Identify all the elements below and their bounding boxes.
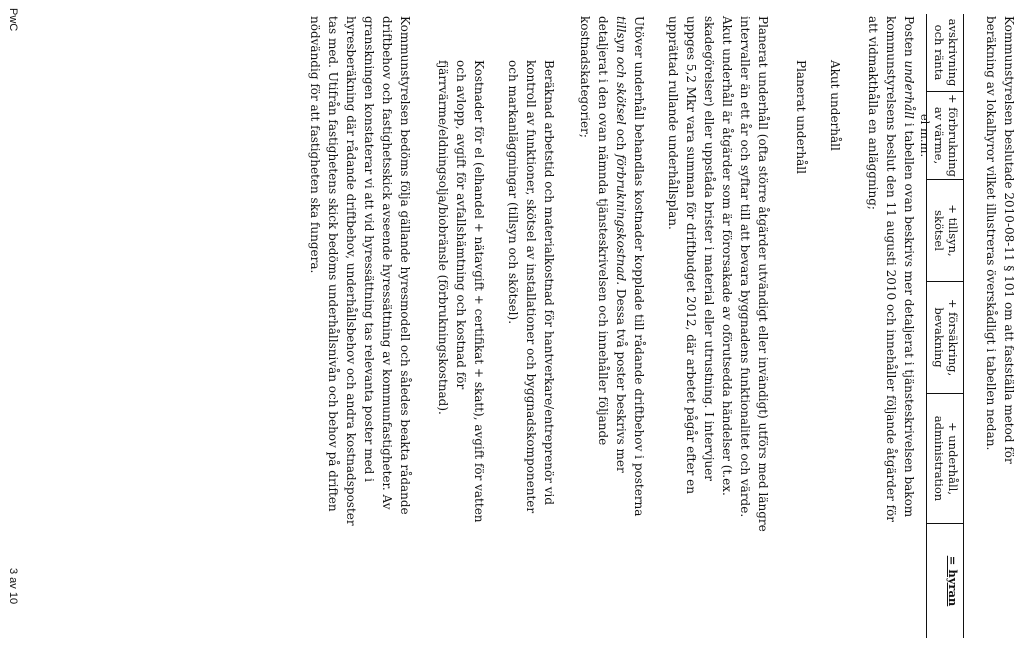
para3-line-3: detaljerat i den ovan nämnda tjänsteskrivelsen och innehåller följande bbox=[596, 16, 610, 446]
table-col-4: + försäkring, bevakning bbox=[927, 282, 963, 394]
para3-line-4: kostnadskategorier; bbox=[578, 16, 592, 138]
intro-line-2: beräkning av lokalhyror vilket illustreras överskådligt i tabellen nedan. bbox=[984, 16, 998, 451]
list-item-akut: Akut underhåll bbox=[828, 60, 842, 151]
para2-line: Akut underhåll är åtgärder som är förorsakade av oförutsedda händelser (t.ex. bbox=[720, 16, 734, 496]
para4-line: tas med. Utifrån fastighetens skick bedöms underhållsnivån och behov på driften bbox=[326, 16, 340, 512]
table-col-2: + förbrukning av värme, el m.m. bbox=[927, 92, 963, 180]
para4-line: nödvändig för att fastigheten ska fungera. bbox=[308, 16, 322, 274]
para1-line-2: kommunstyrelsens beslut den 11 augusti 2010 och innehåller följande åtgärder för bbox=[884, 16, 898, 523]
para4-line: hyresberäkning där rådande driftbehov, underhållsbehov och andra kostnadsposter bbox=[344, 16, 358, 526]
list2-item-1-line: Beräknad arbetstid och materialkostnad för hantverkare/entreprenör vid bbox=[542, 60, 556, 506]
intro-line-1: Kommunstyrelsen beslutade 2010-08-11 § 101 om att fastställa metod för bbox=[1002, 16, 1016, 464]
footer-brand: PwC bbox=[7, 8, 19, 32]
para3-line-1: Utöver underhåll behandlas kostnader kopplade till rådande driftbehov i posterna bbox=[632, 16, 646, 517]
para2-line: upprättad rullande underhållsplan. bbox=[666, 16, 680, 230]
page-number: 3 av 10 bbox=[7, 568, 19, 605]
para2-line: uppges 5,2 Mkr vara summan för driftbudget 2012, där arbetet pågår efter en bbox=[684, 16, 698, 494]
list2-item-1-line: kontroll av funktioner, skötsel av installationer och byggnadskomponenter bbox=[524, 60, 538, 514]
para2-line: intervaller än ett år och syftar till att bevara byggnadens funktionalitet och värde. bbox=[738, 16, 752, 518]
list2-item-2-line: fjärrvärme/eldningsolja/biobränsle (förbrukningskostnad). bbox=[436, 60, 450, 415]
table-col-5: + underhåll, administration bbox=[927, 394, 963, 524]
list-item-planerat: Planerat underhåll bbox=[794, 60, 808, 174]
list2-item-2-line: Kostnader för el (elhandel + nätavgift + certifikat + skatt), avgift för vatten bbox=[472, 60, 486, 523]
list2-item-2-line: och avlopp, avgift för avfallshämtning och kostnad för bbox=[454, 60, 468, 390]
table-col-1: avskrivning och ränta bbox=[927, 14, 963, 92]
para2-line: skadegörelser) eller uppståda brister i material eller utrustning. I intervjuer bbox=[702, 16, 716, 482]
table-col-6: = hyran bbox=[946, 555, 960, 607]
para4-line: granskningen konstaterar vi att vid hyressättning tas relevanta poster med i bbox=[362, 16, 376, 483]
para4-line: Kommunstyrelsen bedöms följa gällande hyresmodell och således beakta rådande bbox=[398, 16, 412, 515]
para1-line-1: Posten underhåll i tabellen ovan beskrivs mer detaljerat i tjänsteskrivelsen bakom bbox=[902, 16, 916, 518]
list2-item-1-line: och markanläggningar (tillsyn och skötsel). bbox=[506, 60, 520, 325]
para4-line: driftbehov och fastighetsskick avseende hyressättning av kommunfastigheter. Av bbox=[380, 16, 394, 510]
para2-line: Planerat underhåll (ofta större åtgärder utvändigt eller invändigt) utförs med längre bbox=[756, 16, 770, 532]
para1-line-3: att vidmakthålla en anläggning; bbox=[866, 16, 880, 210]
table-col-3: + tillsyn, skötsel bbox=[927, 180, 963, 282]
rent-calculation-table bbox=[918, 14, 964, 638]
para3-line-2: tillsyn och skötsel och förbrukningskostnad. Dessa två poster beskrivs mer bbox=[614, 16, 628, 473]
